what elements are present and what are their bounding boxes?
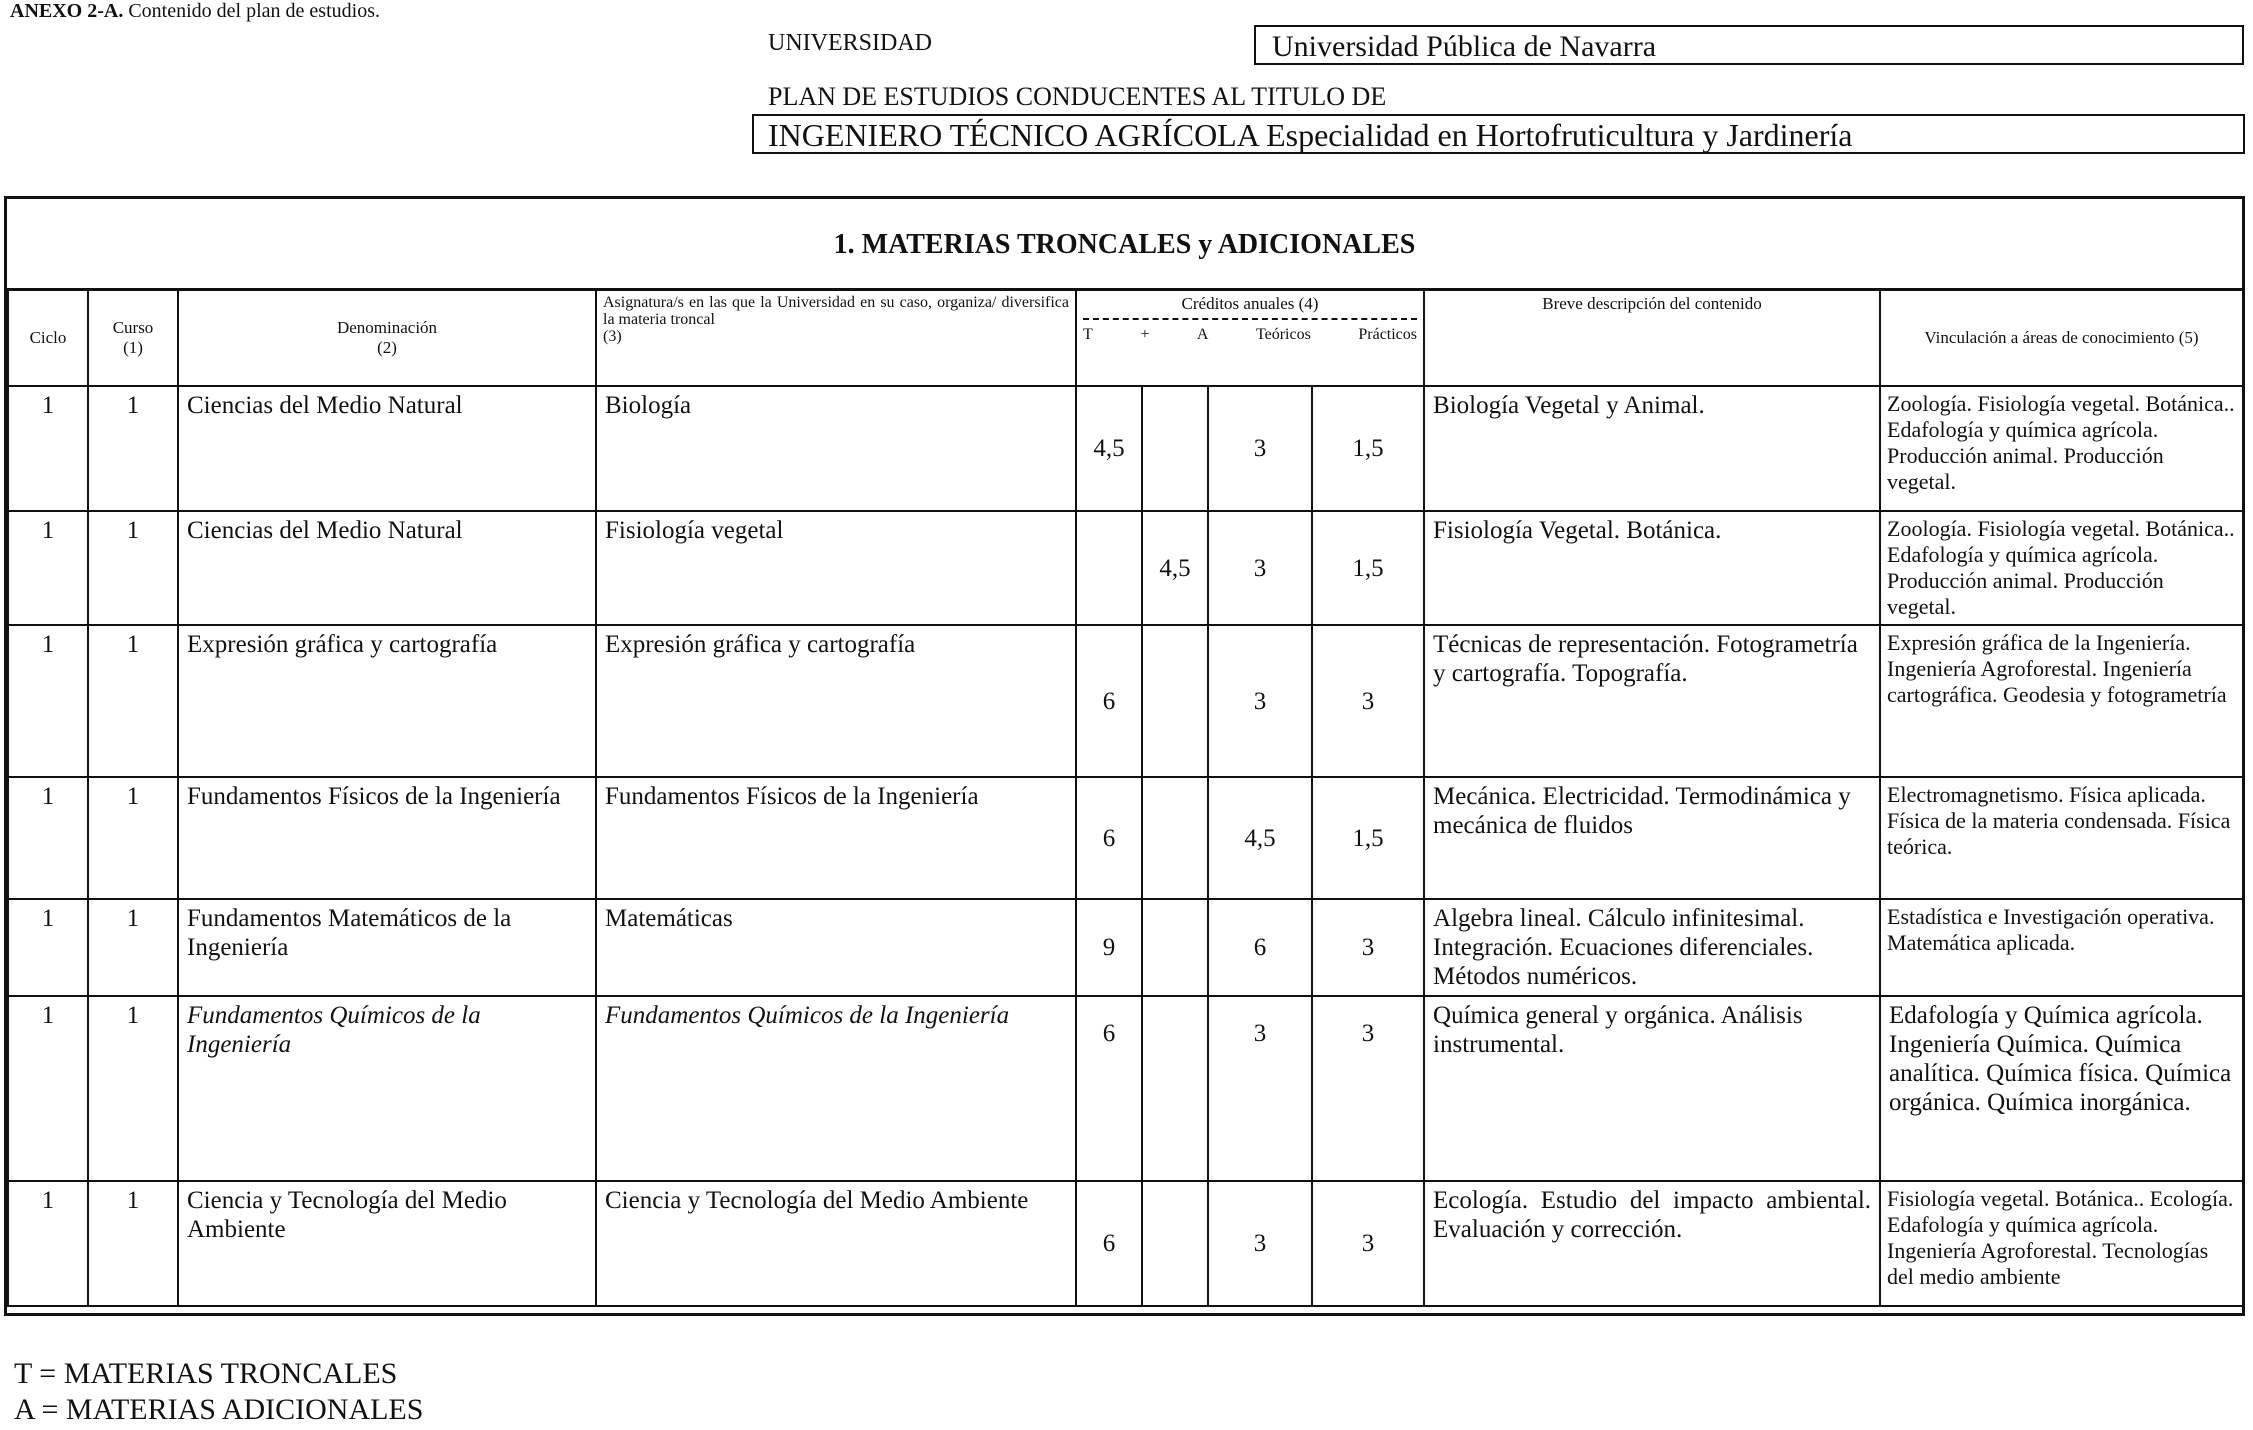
cell-ciclo: 1 [8, 511, 88, 625]
cell-denominacion: Ciencias del Medio Natural [178, 511, 596, 625]
cell-denominacion: Expresión gráfica y cartografía [178, 625, 596, 777]
cell-ciclo: 1 [8, 625, 88, 777]
col-asignatura-note: (3) [603, 328, 622, 345]
cell-denominacion [178, 996, 596, 1181]
col-plus: + [1140, 326, 1150, 343]
table-row [8, 625, 2243, 777]
cell-denominacion: Ciencia y Tecnología del Medio Ambiente [178, 1181, 596, 1306]
cell-a [1142, 777, 1208, 899]
cell-a [1142, 996, 1208, 1181]
legend-adicionales: A = MATERIAS ADICIONALES [14, 1393, 424, 1426]
legend [14, 1356, 423, 1428]
cell-practicos: 3 [1312, 996, 1424, 1181]
cell-a: 4,5 [1142, 511, 1208, 625]
cell-asignatura: Fisiología vegetal [596, 511, 1076, 625]
cell-asignatura [596, 996, 1076, 1181]
cell-ciclo: 1 [8, 386, 88, 511]
cell-vinculacion: Edafología y Química agrícola. Ingeniería Química. Química analítica. Química física. Química orgánica. Química inorgánica. [1880, 996, 2243, 1181]
university-field: Universidad Pública de Navarra [1254, 25, 2244, 65]
cell-denominacion: Fundamentos Físicos de la Ingeniería [178, 777, 596, 899]
cell-curso: 1 [88, 777, 178, 899]
col-teoricos: Teóricos [1255, 326, 1311, 343]
legend-troncales: T = MATERIAS TRONCALES [14, 1357, 398, 1390]
cell-denominacion: Ciencias del Medio Natural [178, 386, 596, 511]
degree-field: INGENIERO TÉCNICO AGRÍCOLA Especialidad en Hortofruticultura y Jardinería [752, 114, 2245, 154]
cell-asignatura: Fundamentos Físicos de la Ingeniería [596, 777, 1076, 899]
cell-teoricos: 3 [1208, 1181, 1312, 1306]
annex-text: Contenido del plan de estudios. [128, 0, 380, 22]
cell-teoricos: 3 [1208, 625, 1312, 777]
cell-practicos: 1,5 [1312, 386, 1424, 511]
col-denominacion-label: Denominación [336, 317, 438, 337]
cell-descripcion: Biología Vegetal y Animal. [1424, 386, 1880, 511]
cell-denominacion: Fundamentos Matemáticos de la Ingeniería [178, 899, 596, 996]
table-row [8, 511, 2243, 625]
col-practicos: Prácticos [1358, 326, 1418, 343]
annex-title [10, 0, 380, 23]
cell-vinculacion: Expresión gráfica de la Ingeniería. Ingeniería Agroforestal. Ingeniería cartográfica. Geodesia y fotogrametría [1880, 625, 2243, 777]
subjects-table-frame [4, 196, 2245, 1316]
cell-teoricos: 4,5 [1208, 777, 1312, 899]
annex-label: ANEXO 2-A. [10, 0, 124, 22]
cell-ciclo: 1 [8, 1181, 88, 1306]
col-curso [88, 289, 178, 386]
col-creditos [1076, 289, 1424, 386]
cell-t: 6 [1076, 625, 1142, 777]
cell-descripcion: Mecánica. Electricidad. Termodinámica y mecánica de fluidos [1424, 777, 1880, 899]
cell-t: 9 [1076, 899, 1142, 996]
cell-vinculacion: Estadística e Investigación operativa. Matemática aplicada. [1880, 899, 2243, 996]
table-row [8, 386, 2243, 511]
cell-curso: 1 [88, 386, 178, 511]
cell-asignatura: Biología [596, 386, 1076, 511]
col-curso-note: (1) [123, 337, 143, 357]
col-asignatura-label: Asignatura/s en las que la Universidad en su caso, organiza/ diversifica la materia troncal [603, 294, 1069, 328]
plan-label: PLAN DE ESTUDIOS CONDUCENTES AL TITULO DE [768, 82, 1387, 111]
cell-vinculacion: Zoología. Fisiología vegetal. Botánica.. Edafología y química agrícola. Producción animal. Producción vegetal. [1880, 386, 2243, 511]
cell-t [1076, 511, 1142, 625]
table-header-row [8, 289, 2243, 386]
university-label: UNIVERSIDAD [768, 30, 932, 56]
cell-teoricos: 3 [1208, 386, 1312, 511]
cell-descripcion: Técnicas de representación. Fotogrametría y cartografía. Topografía. [1424, 625, 1880, 777]
cell-t: 4,5 [1076, 386, 1142, 511]
table-row [8, 777, 2243, 899]
cell-practicos: 1,5 [1312, 777, 1424, 899]
cell-t: 6 [1076, 996, 1142, 1181]
cell-asignatura: Expresión gráfica y cartografía [596, 625, 1076, 777]
cell-descripcion: Ecología. Estudio del impacto ambiental. Evaluación y corrección. [1424, 1181, 1880, 1306]
col-vinculacion [1880, 289, 2243, 386]
col-t: T [1083, 326, 1093, 343]
col-descripcion: Breve descripción del contenido [1424, 289, 1880, 386]
cell-a [1142, 625, 1208, 777]
cell-a [1142, 386, 1208, 511]
subjects-table [7, 288, 2244, 1307]
cell-asignatura-text: Fundamentos Químicos de la Ingeniería [605, 1002, 1010, 1029]
col-curso-label: Curso [112, 317, 154, 337]
cell-curso: 1 [88, 899, 178, 996]
cell-descripcion: Algebra lineal. Cálculo infinitesimal. Integración. Ecuaciones diferenciales. Métodos numéricos. [1424, 899, 1880, 996]
cell-practicos: 1,5 [1312, 511, 1424, 625]
col-ciclo: Ciclo [8, 289, 88, 386]
cell-teoricos: 3 [1208, 511, 1312, 625]
col-denominacion-note: (2) [377, 337, 397, 357]
cell-denominacion-text: Fundamentos Químicos de la Ingeniería [187, 1002, 481, 1058]
col-a: A [1196, 326, 1209, 343]
cell-descripcion: Fisiología Vegetal. Botánica. [1424, 511, 1880, 625]
cell-practicos: 3 [1312, 899, 1424, 996]
cell-a [1142, 899, 1208, 996]
cell-curso: 1 [88, 511, 178, 625]
col-vinculacion-label: Vinculación a áreas de conocimiento (5) [1924, 327, 2199, 347]
cell-ciclo: 1 [8, 777, 88, 899]
cell-teoricos: 6 [1208, 899, 1312, 996]
table-row [8, 899, 2243, 996]
cell-asignatura: Ciencia y Tecnología del Medio Ambiente [596, 1181, 1076, 1306]
table-row [8, 996, 2243, 1181]
cell-curso: 1 [88, 996, 178, 1181]
cell-t: 6 [1076, 777, 1142, 899]
cell-ciclo: 1 [8, 996, 88, 1181]
cell-vinculacion: Zoología. Fisiología vegetal. Botánica.. Edafología y química agrícola. Producción animal. Producción vegetal. [1880, 511, 2243, 625]
cell-curso: 1 [88, 1181, 178, 1306]
cell-curso: 1 [88, 625, 178, 777]
cell-vinculacion: Fisiología vegetal. Botánica.. Ecología. Edafología y química agrícola. Ingeniería Agroforestal. Tecnologías del medio ambiente [1880, 1181, 2243, 1306]
table-row [8, 1181, 2243, 1306]
cell-practicos: 3 [1312, 625, 1424, 777]
col-creditos-sub [1083, 326, 1417, 344]
cell-asignatura: Matemáticas [596, 899, 1076, 996]
section-title: 1. MATERIAS TRONCALES y ADICIONALES [7, 199, 2242, 291]
cell-practicos: 3 [1312, 1181, 1424, 1306]
cell-descripcion: Química general y orgánica. Análisis instrumental. [1424, 996, 1880, 1181]
cell-ciclo: 1 [8, 899, 88, 996]
cell-t: 6 [1076, 1181, 1142, 1306]
col-creditos-label: Créditos anuales (4) [1083, 294, 1417, 320]
cell-vinculacion: Electromagnetismo. Física aplicada. Física de la materia condensada. Física teórica. [1880, 777, 2243, 899]
col-denominacion [178, 289, 596, 386]
cell-teoricos: 3 [1208, 996, 1312, 1181]
cell-a [1142, 1181, 1208, 1306]
col-asignatura [596, 289, 1076, 386]
